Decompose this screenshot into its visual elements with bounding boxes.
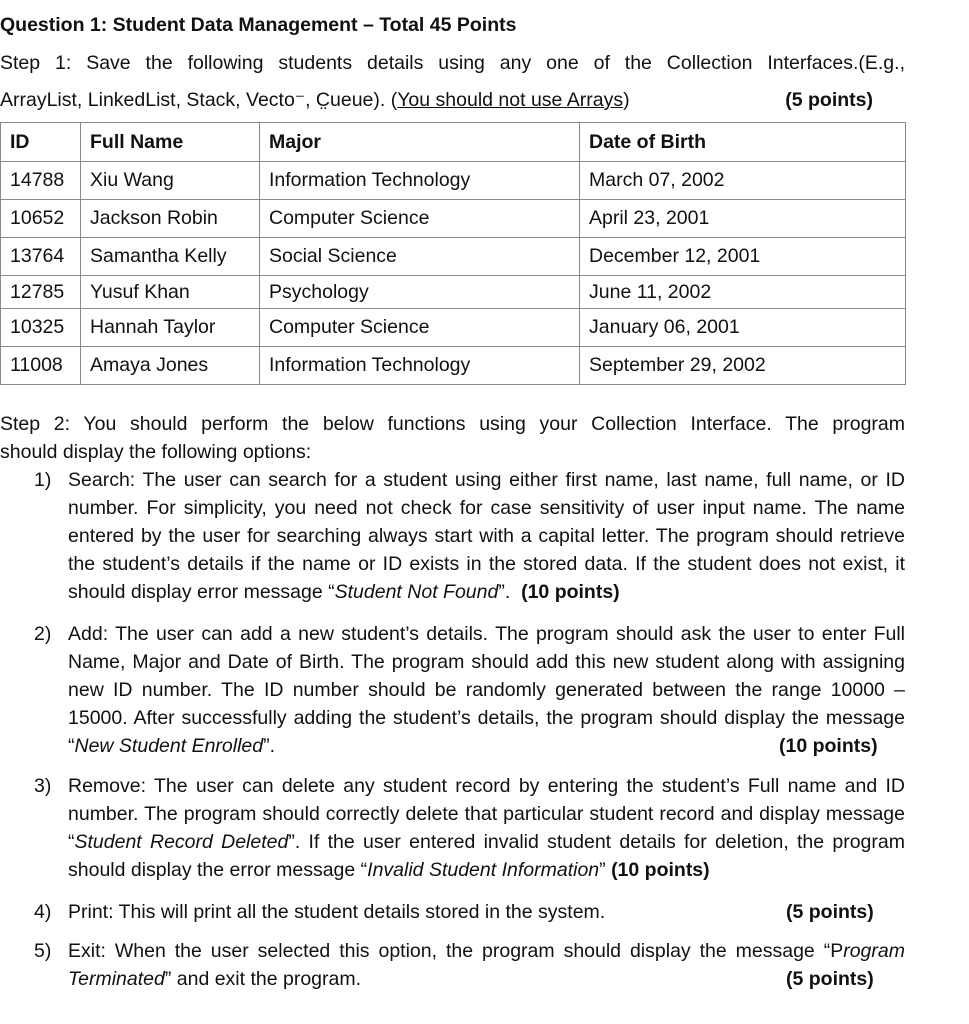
option-message: Student Not Found — [334, 581, 499, 603]
cell-id: 13764 — [1, 238, 81, 276]
step2-line1: Step 2: You should perform the below functions using your Collection Interface. The program — [0, 413, 905, 435]
option-number: 2) — [34, 623, 52, 645]
step1-line1: Step 1: Save the following students details using any one of the Collection Interfaces.(E.g., — [0, 52, 905, 74]
cell-full-name: Xiu Wang — [81, 162, 260, 200]
step1-points: (5 points) — [785, 89, 873, 111]
cell-full-name: Hannah Taylor — [81, 309, 260, 347]
table-row — [1, 162, 906, 200]
step1-line2-pre: ArrayList, LinkedList, Stack, Vecto⁻, C̤ueue). ( — [0, 89, 398, 111]
option-text — [68, 466, 905, 606]
student-table — [0, 122, 906, 385]
header-id: ID — [1, 123, 81, 162]
option-text-body: Exit: When the user selected this option, the program should display the message “P — [68, 940, 844, 962]
option-message-2: Invalid Student Information — [367, 859, 600, 881]
option-text-mid: ”. If the user entered invalid student details for deletion, the program should display the error message “ — [68, 831, 905, 881]
option-text — [68, 937, 905, 993]
step1-no-arrays-note: You should not use Arrays — [397, 89, 624, 111]
option-points: (5 points) — [786, 901, 874, 923]
cell-id: 10325 — [1, 309, 81, 347]
option-points: (10 points) — [611, 859, 710, 881]
cell-id: 11008 — [1, 347, 81, 385]
option-text-end: ”. — [263, 735, 276, 757]
table-row — [1, 347, 906, 385]
cell-dob: December 12, 2001 — [580, 238, 906, 276]
option-text-body: Add: The user can add a new student’s details. The program should ask the user to enter Full Name, Major and Date of Birth. The program should add this new student along with assigning new ID number. The ID number should be randomly generated between the range 10000 – 15000. After successfully adding the student’s details, the program should display the message “ — [68, 623, 905, 757]
question-title: Question 1: Student Data Management – Total 45 Points — [0, 14, 517, 36]
cell-major: Psychology — [260, 276, 580, 309]
cell-major: Computer Science — [260, 200, 580, 238]
cell-full-name: Jackson Robin — [81, 200, 260, 238]
option-text-end: ”. — [498, 581, 511, 603]
cell-dob: September 29, 2002 — [580, 347, 906, 385]
option-text — [68, 772, 905, 884]
table-row — [1, 276, 906, 309]
cell-major: Computer Science — [260, 309, 580, 347]
cell-dob: June 11, 2002 — [580, 276, 906, 309]
table-row — [1, 309, 906, 347]
table-header-row — [1, 123, 906, 162]
cell-full-name: Amaya Jones — [81, 347, 260, 385]
step2-line2: should display the following options: — [0, 441, 312, 463]
option-message: rogram Terminated — [68, 940, 905, 990]
option-number: 4) — [34, 901, 52, 923]
header-dob: Date of Birth — [580, 123, 906, 162]
cell-full-name: Samantha Kelly — [81, 238, 260, 276]
cell-id: 14788 — [1, 162, 81, 200]
step1-line2-post: ) — [623, 89, 630, 111]
option-points: (10 points) — [779, 735, 878, 757]
header-full-name: Full Name — [81, 123, 260, 162]
header-major: Major — [260, 123, 580, 162]
option-message: Student Record Deleted — [74, 831, 289, 853]
option-number: 3) — [34, 775, 52, 797]
option-points: (5 points) — [786, 968, 874, 990]
step1-line2 — [0, 86, 905, 114]
cell-id: 12785 — [1, 276, 81, 309]
option-points: (10 points) — [521, 581, 620, 603]
cell-dob: January 06, 2001 — [580, 309, 906, 347]
option-text-end: ” and exit the program. — [164, 968, 362, 990]
cell-dob: March 07, 2002 — [580, 162, 906, 200]
table-row — [1, 238, 906, 276]
option-message: New Student Enrolled — [74, 735, 264, 757]
cell-major: Information Technology — [260, 347, 580, 385]
table-row — [1, 200, 906, 238]
cell-full-name: Yusuf Khan — [81, 276, 260, 309]
option-number: 1) — [34, 469, 52, 491]
cell-major: Social Science — [260, 238, 580, 276]
cell-id: 10652 — [1, 200, 81, 238]
cell-dob: April 23, 2001 — [580, 200, 906, 238]
option-text-body: Remove: The user can delete any student record by entering the student’s Full name and ID number. The program should correctly delete that particular student record and display message “ — [68, 775, 905, 853]
option-text: Print: This will print all the student details stored in the system. — [68, 901, 606, 923]
option-text-end: ” — [599, 859, 606, 881]
cell-major: Information Technology — [260, 162, 580, 200]
option-number: 5) — [34, 940, 52, 962]
option-text-body: Search: The user can search for a student using either first name, last name, full name, or ID number. For simplicity, you need not check for case sensitivity of user input name. The name entered by the user for searching always start with a capital letter. The program should retrieve the student’s details if the name or ID exists in the stored data. If the student does not exist, it should display error message “ — [68, 469, 905, 603]
